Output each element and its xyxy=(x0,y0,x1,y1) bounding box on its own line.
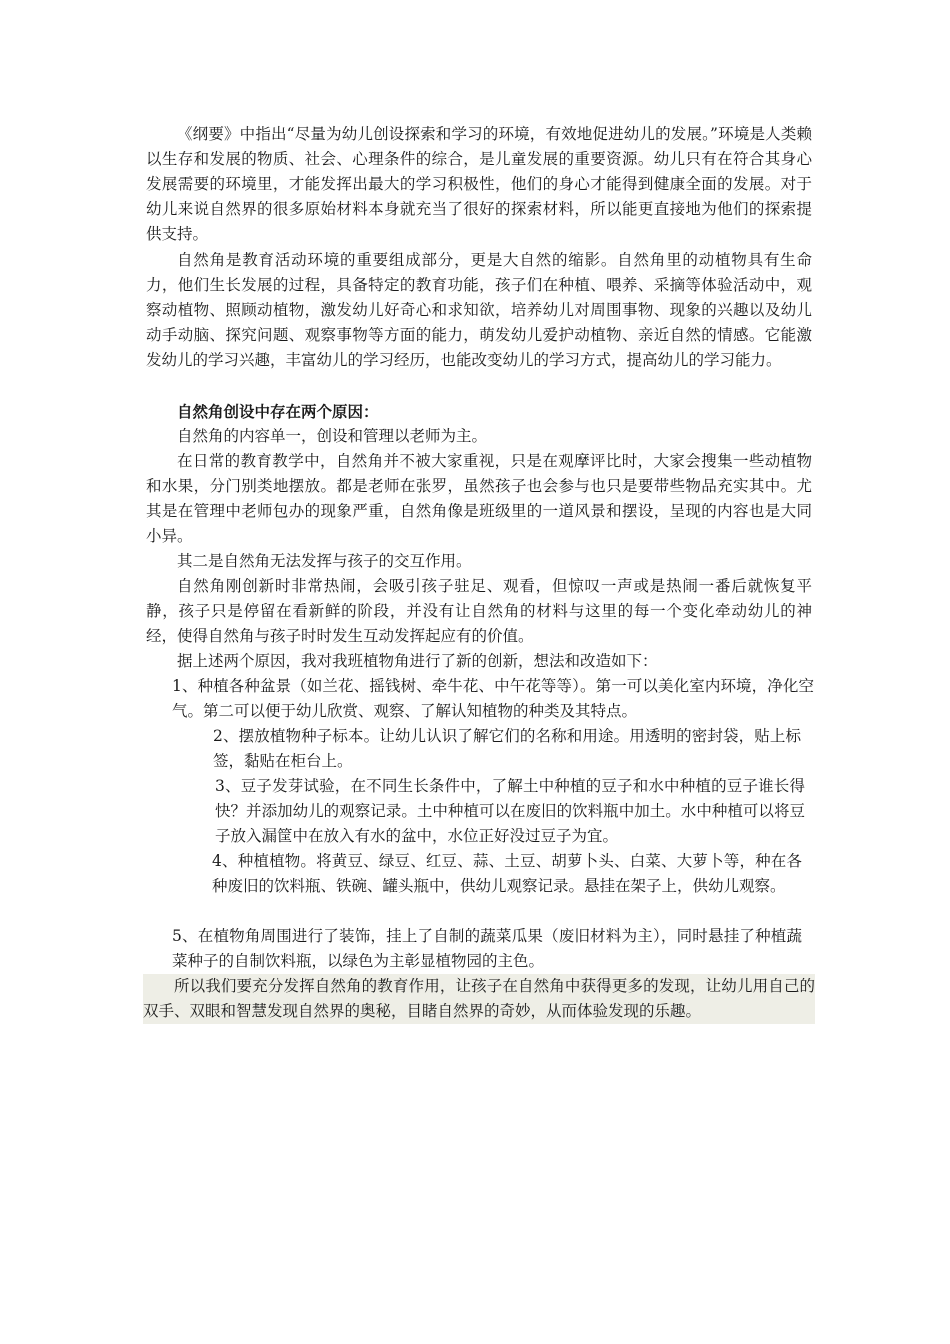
paragraph-reason-one-title: 自然角的内容单一，创设和管理以老师为主。 xyxy=(177,427,488,445)
paragraph-intro: 《纲要》中指出“尽量为幼儿创设探索和学习的环境，有效地促进幼儿的发展。”环境是人类赖以生存和发展的物质、社会、心理条件的综合，是儿童发展的重要资源。幼儿只有在符合其身心发展需要的环境里，才能发挥出最大的学习积极性，他们的身心才能得到健康全面的发展。对于幼儿来说自然界的很多原始材料本身就充当了很好的探索材料，所以能更直接地为他们的探索提供支持。 xyxy=(146,125,812,243)
list-item-4: 4、种植植物。将黄豆、绿豆、红豆、蒜、土豆、胡萝卜头、白菜、大萝卜等，种在各种废旧的饮料瓶、铁碗、罐头瓶中，供幼儿观察记录。悬挂在架子上，供幼儿观察。 xyxy=(212,852,802,895)
list-item-1: 1、种植各种盆景（如兰花、摇钱树、牵牛花、中午花等等）。第一可以美化室内环境，净化空气。第二可以便于幼儿欣赏、观察、了解认知植物的种类及其特点。 xyxy=(172,677,814,720)
list-item-3: 3、豆子发芽试验，在不同生长条件中，了解土中种植的豆子和水中种植的豆子谁长得快？并添加幼儿的观察记录。土中种植可以在废旧的饮料瓶中加土。水中种植可以将豆子放入漏筐中在放入有水的盆中，水位正好没过豆子为宜。 xyxy=(215,777,805,845)
paragraph-reason-two-detail: 自然角刚创新时非常热闹，会吸引孩子驻足、观看，但惊叹一声或是热闹一番后就恢复平静，孩子只是停留在看新鲜的阶段，并没有让自然角的材料与这里的每一个变化牵动幼儿的神经，使得自然角与孩子时时发生互动发挥起应有的价值。 xyxy=(146,577,812,645)
paragraph-improvements-intro: 据上述两个原因，我对我班植物角进行了新的创新，想法和改造如下： xyxy=(177,652,658,670)
section-heading-two-reasons: 自然角创设中存在两个原因： xyxy=(177,402,379,421)
paragraph-nature-corner: 自然角是教育活动环境的重要组成部分，更是大自然的缩影。自然角里的动植物具有生命力，他们生长发展的过程，具备特定的教育功能，孩子们在种植、喂养、采摘等体验活动中，观察动植物、照顾动植物，激发幼儿好奇心和求知欲，培养幼儿对周围事物、现象的兴趣以及幼儿动手动脑、探究问题、观察事物等方面的能力，萌发幼儿爱护动植物、亲近自然的情感。它能激发幼儿的学习兴趣，丰富幼儿的学习经历，也能改变幼儿的学习方式，提高幼儿的学习能力。 xyxy=(146,251,812,369)
list-item-2: 2、摆放植物种子标本。让幼儿认识了解它们的名称和用途。用透明的密封袋，贴上标签，黏贴在柜台上。 xyxy=(213,727,801,770)
list-item-5: 5、在植物角周围进行了装饰，挂上了自制的蔬菜瓜果（废旧材料为主），同时悬挂了种植蔬菜种子的自制饮料瓶，以绿色为主彰显植物园的主色。 xyxy=(172,927,802,970)
paragraph-conclusion: 所以我们要充分发挥自然角的教育作用，让孩子在自然角中获得更多的发现，让幼儿用自己的双手、双眼和智慧发现自然界的奥秘，目睹自然界的奇妙，从而体验发现的乐趣。 xyxy=(143,974,815,1024)
paragraph-reason-one-detail: 在日常的教育教学中，自然角并不被大家重视，只是在观摩评比时，大家会搜集一些动植物和水果，分门别类地摆放。都是老师在张罗，虽然孩子也会参与也只是要带些物品充实其中。尤其是在管理中老师包办的现象严重，自然角像是班级里的一道风景和摆设，呈现的内容也是大同小异。 xyxy=(146,452,812,545)
paragraph-reason-two-title: 其二是自然角无法发挥与孩子的交互作用。 xyxy=(177,552,472,570)
